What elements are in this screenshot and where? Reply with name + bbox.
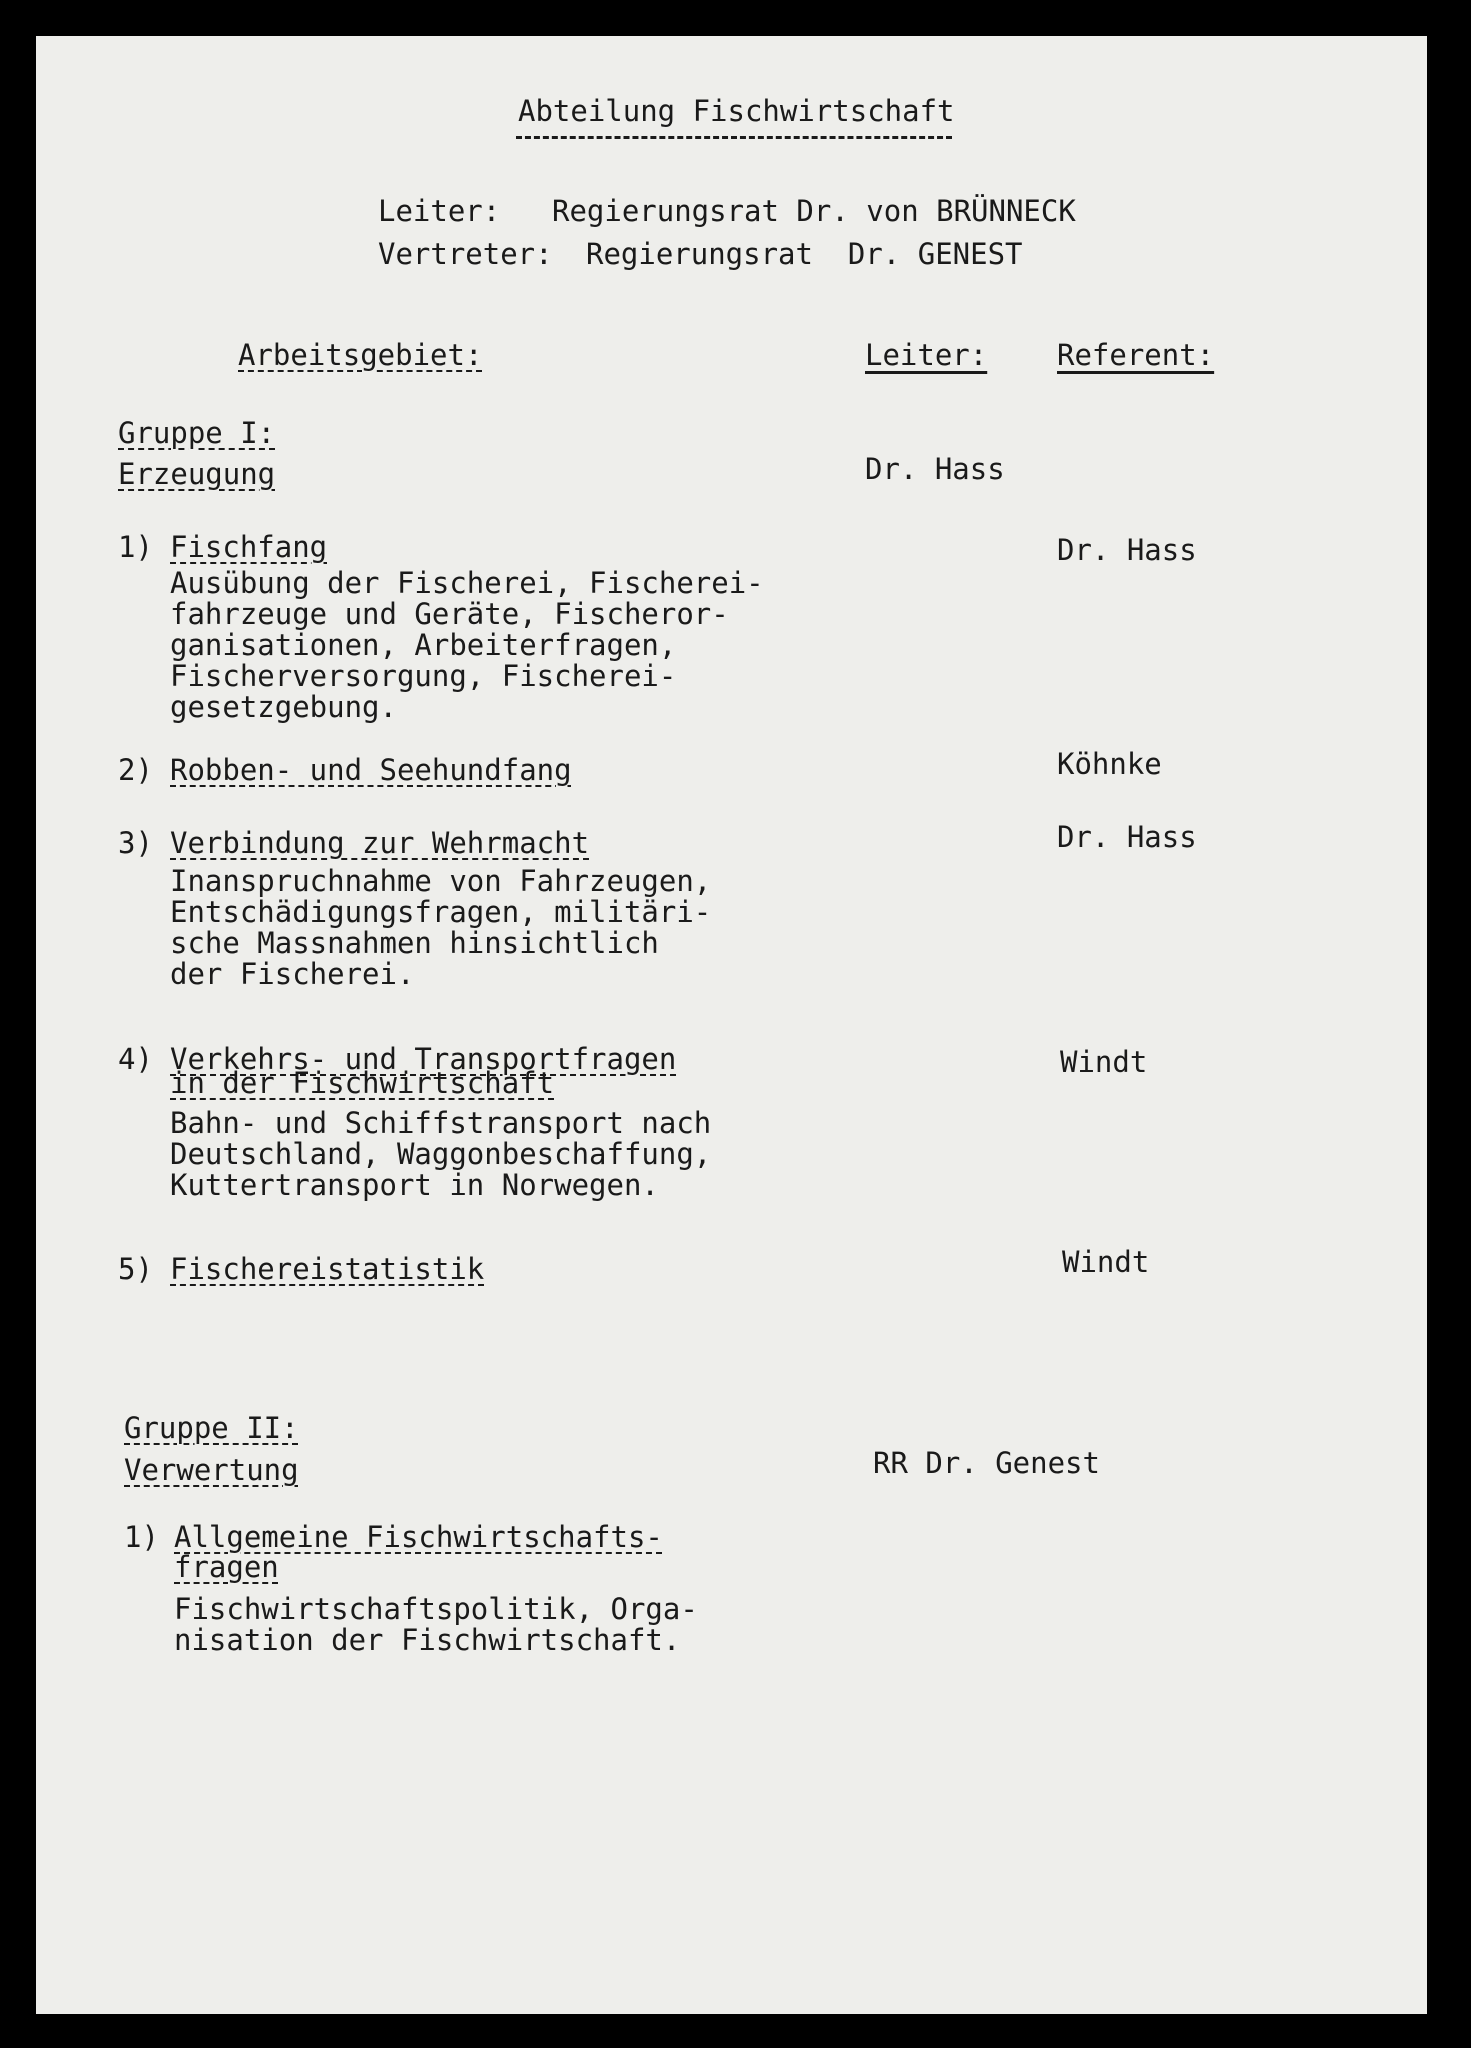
gruppe1-item4-description: Bahn- und Schiffstransport nach Deutschland, Waggonbeschaffung, Kuttertransport in Norwegen. [170,1106,712,1202]
gruppe1-item2-title: Robben- und Seehundfang [170,753,572,787]
gruppe1-item4-title-line1: Verkehrs- und Transportfragen [170,1042,677,1076]
gruppe1-item3-description: Inanspruchnahme von Fahrzeugen, Entschädigungsfragen, militäri- sche Massnahmen hinsichtlich der Fischerei. [170,864,712,991]
title-underline [516,136,952,139]
gruppe1-item1-description: Ausübung der Fischerei, Fischerei- fahrzeuge und Geräte, Fischeror- ganisationen, Arbeiterfragen, Fischerversorgung, Fischerei- gesetzgebung. [170,566,764,724]
gruppe2-leiter: RR Dr. Genest [873,1446,1100,1480]
gruppe1-label: Gruppe I: [118,416,276,450]
gruppe1-item3-referent: Dr. Hass [1057,820,1197,854]
document-page [36,36,1427,2014]
gruppe1-item1-title: Fischfang [170,530,328,564]
gruppe2-item1-description: Fischwirtschaftspolitik, Orga- nisation der Fischwirtschaft. [174,1592,698,1657]
gruppe1-item2-number: 2) [118,753,153,787]
gruppe2-label: Gruppe II: [124,1411,299,1445]
gruppe2-item1-number: 1) [124,1520,159,1554]
document-title: Abteilung Fischwirtschaft [518,94,955,128]
gruppe1-name: Erzeugung [118,457,276,491]
gruppe1-item1-referent: Dr. Hass [1057,533,1197,567]
column-header-leiter: Leiter: [865,338,988,372]
vertreter-name: Regierungsrat Dr. GENEST [586,237,1023,271]
vertreter-label: Vertreter: [378,237,553,271]
gruppe1-item5-title: Fischereistatistik [170,1252,485,1286]
gruppe1-item2-referent: Köhnke [1057,747,1162,781]
gruppe2-name: Verwertung [124,1453,299,1487]
leiter-label: Leiter: [378,194,501,228]
gruppe2-item1-title-line1: Allgemeine Fischwirtschafts- [174,1520,663,1554]
gruppe1-item3-title: Verbindung zur Wehrmacht [170,826,590,860]
gruppe1-item5-number: 5) [118,1252,153,1286]
gruppe1-item1-number: 1) [118,530,153,564]
gruppe1-item3-number: 3) [118,826,153,860]
gruppe1-item4-title-line2: in der Fischwirtschaft [170,1066,555,1100]
gruppe1-item4-number: 4) [118,1042,153,1076]
gruppe1-item5-referent: Windt [1062,1245,1150,1279]
gruppe1-item4-referent: Windt [1060,1045,1148,1079]
leiter-name: Regierungsrat Dr. von BRÜNNECK [552,194,1076,228]
column-header-arbeitsgebiet: Arbeitsgebiet: [238,338,483,372]
column-header-referent: Referent: [1057,338,1215,372]
gruppe2-item1-title-line2: fragen [174,1550,279,1584]
gruppe1-leiter: Dr. Hass [865,452,1005,486]
